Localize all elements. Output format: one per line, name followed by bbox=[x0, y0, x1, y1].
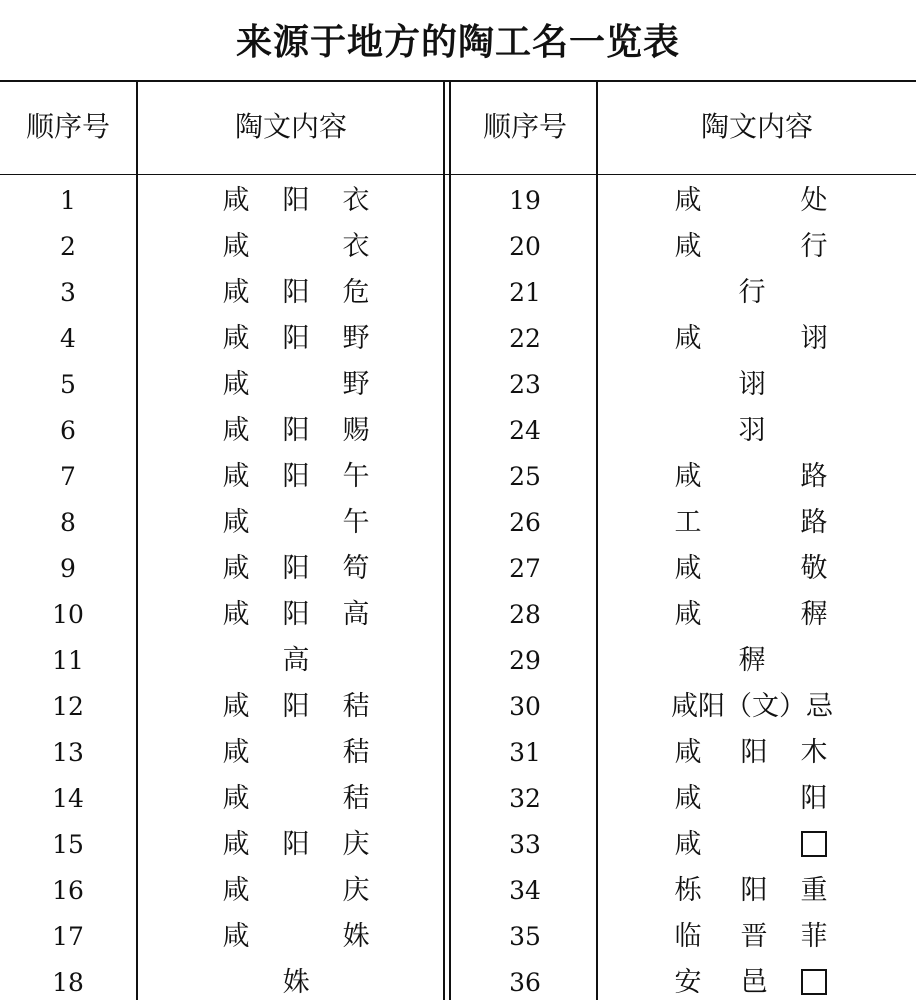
row-number: 30 bbox=[509, 692, 541, 721]
inscription-char-1: 咸 bbox=[674, 323, 702, 354]
row-number: 26 bbox=[509, 508, 541, 537]
inscription-char-3: 赐 bbox=[342, 415, 370, 446]
inscription-char-3: 路 bbox=[800, 507, 828, 538]
row-number: 2 bbox=[60, 232, 76, 261]
inscription-char-1: 咸 bbox=[674, 599, 702, 630]
row-inscription bbox=[138, 546, 444, 592]
row-inscription bbox=[138, 592, 444, 638]
row-number: 8 bbox=[60, 508, 76, 537]
inscription-centered: 高 bbox=[282, 645, 310, 676]
row-number: 5 bbox=[60, 370, 76, 399]
row-number: 9 bbox=[60, 554, 76, 583]
inscription-centered: 咸阳（文）忌 bbox=[671, 691, 833, 722]
inscription-char-3: 秸 bbox=[342, 737, 370, 768]
row-inscription bbox=[138, 224, 444, 270]
inscription-char-1: 咸 bbox=[222, 369, 250, 400]
inscription-char-1: 咸 bbox=[674, 737, 702, 768]
divider-middle-b bbox=[449, 80, 451, 1000]
inscription-char-1: 咸 bbox=[222, 553, 250, 584]
inscription-char-3: 庆 bbox=[342, 875, 370, 906]
row-inscription bbox=[138, 454, 444, 500]
row-number: 34 bbox=[509, 876, 541, 905]
inscription-char-2: 阳 bbox=[282, 599, 310, 630]
row-inscription bbox=[598, 960, 916, 1006]
inscription-char-3: 菲 bbox=[800, 921, 828, 952]
inscription-char-1: 咸 bbox=[222, 737, 250, 768]
inscription-char-2: 阳 bbox=[740, 737, 768, 768]
inscription-char-3: 诩 bbox=[800, 323, 828, 354]
inscription-char-1: 咸 bbox=[222, 507, 250, 538]
row-inscription bbox=[598, 822, 916, 868]
header-content-left: 陶文内容 bbox=[234, 110, 347, 143]
inscription-char-3: 衣 bbox=[342, 231, 370, 262]
row-inscription bbox=[138, 914, 444, 960]
inscription-char-2: 阳 bbox=[282, 277, 310, 308]
row-number: 19 bbox=[509, 186, 541, 215]
row-number: 36 bbox=[509, 968, 541, 997]
inscription-char-3: 笱 bbox=[342, 553, 370, 584]
row-inscription bbox=[598, 362, 916, 408]
inscription-char-3: 高 bbox=[342, 599, 370, 630]
row-inscription bbox=[598, 730, 916, 776]
inscription-char-3: 处 bbox=[800, 185, 828, 216]
header-seq-left: 顺序号 bbox=[25, 110, 110, 143]
inscription-char-3: 午 bbox=[342, 461, 370, 492]
inscription-char-3 bbox=[786, 960, 842, 1006]
row-number: 4 bbox=[60, 324, 76, 353]
row-inscription bbox=[598, 500, 916, 546]
inscription-centered: 稺 bbox=[738, 645, 766, 676]
row-number: 6 bbox=[60, 416, 76, 445]
inscription-char-1: 咸 bbox=[674, 553, 702, 584]
row-inscription bbox=[138, 270, 444, 316]
inscription-char-3: 秸 bbox=[342, 691, 370, 722]
inscription-char-1: 临 bbox=[674, 921, 702, 952]
inscription-char-1: 咸 bbox=[674, 185, 702, 216]
row-number: 20 bbox=[509, 232, 541, 261]
row-number: 27 bbox=[509, 554, 541, 583]
inscription-char-2: 阳 bbox=[282, 185, 310, 216]
row-inscription bbox=[138, 822, 444, 868]
row-number: 35 bbox=[509, 922, 541, 951]
inscription-char-3: 重 bbox=[800, 875, 828, 906]
inscription-char-2: 阳 bbox=[282, 553, 310, 584]
inscription-char-2: 晋 bbox=[740, 921, 768, 952]
row-number: 33 bbox=[509, 830, 541, 859]
inscription-char-1: 咸 bbox=[222, 231, 250, 262]
row-inscription bbox=[598, 684, 916, 730]
inscription-char-1: 咸 bbox=[674, 783, 702, 814]
inscription-char-3: 木 bbox=[800, 737, 828, 768]
inscription-char-1: 咸 bbox=[222, 875, 250, 906]
row-inscription bbox=[598, 776, 916, 822]
missing-char-box bbox=[801, 969, 827, 995]
row-number: 10 bbox=[52, 600, 84, 629]
inscription-char-1: 咸 bbox=[222, 415, 250, 446]
inscription-char-2: 阳 bbox=[282, 461, 310, 492]
inscription-char-2: 阳 bbox=[282, 323, 310, 354]
inscription-char-3: 秸 bbox=[342, 783, 370, 814]
row-number: 22 bbox=[509, 324, 541, 353]
row-inscription bbox=[138, 638, 444, 684]
row-number: 3 bbox=[60, 278, 76, 307]
inscription-char-3: 姝 bbox=[342, 921, 370, 952]
inscription-centered: 姝 bbox=[282, 967, 310, 998]
inscription-char-2: 邑 bbox=[740, 967, 768, 998]
inscription-char-1: 栎 bbox=[674, 875, 702, 906]
row-number: 25 bbox=[509, 462, 541, 491]
row-inscription bbox=[598, 270, 916, 316]
row-inscription bbox=[138, 408, 444, 454]
inscription-char-2: 阳 bbox=[282, 691, 310, 722]
inscription-char-1: 咸 bbox=[222, 185, 250, 216]
row-number: 15 bbox=[52, 830, 84, 859]
row-number: 24 bbox=[509, 416, 541, 445]
row-number: 7 bbox=[60, 462, 76, 491]
inscription-char-1: 咸 bbox=[222, 691, 250, 722]
row-inscription bbox=[598, 408, 916, 454]
inscription-char-1: 咸 bbox=[222, 323, 250, 354]
inscription-char-1: 咸 bbox=[222, 921, 250, 952]
header-content-right: 陶文内容 bbox=[700, 110, 813, 143]
inscription-char-1: 工 bbox=[674, 507, 702, 538]
row-inscription bbox=[598, 868, 916, 914]
row-number: 31 bbox=[509, 738, 541, 767]
row-number: 1 bbox=[60, 186, 76, 215]
row-number: 17 bbox=[52, 922, 84, 951]
row-inscription bbox=[138, 868, 444, 914]
inscription-char-3: 野 bbox=[342, 369, 370, 400]
inscription-char-1: 安 bbox=[674, 967, 702, 998]
row-inscription bbox=[598, 546, 916, 592]
row-number: 18 bbox=[52, 968, 84, 997]
row-number: 23 bbox=[509, 370, 541, 399]
row-inscription bbox=[598, 638, 916, 684]
inscription-char-3: 行 bbox=[800, 231, 828, 262]
missing-char-box bbox=[801, 831, 827, 857]
row-inscription bbox=[138, 960, 444, 1006]
row-number: 21 bbox=[509, 278, 541, 307]
inscription-char-3: 危 bbox=[342, 277, 370, 308]
row-inscription bbox=[598, 592, 916, 638]
inscription-char-2: 阳 bbox=[740, 875, 768, 906]
inscription-char-2: 阳 bbox=[282, 829, 310, 860]
row-inscription bbox=[138, 776, 444, 822]
header-seq-right: 顺序号 bbox=[482, 110, 567, 143]
row-inscription bbox=[598, 454, 916, 500]
row-inscription bbox=[138, 684, 444, 730]
row-inscription bbox=[138, 178, 444, 224]
row-inscription bbox=[138, 316, 444, 362]
row-inscription bbox=[138, 500, 444, 546]
inscription-char-3: 稺 bbox=[800, 599, 828, 630]
inscription-char-3 bbox=[786, 822, 842, 868]
row-number: 32 bbox=[509, 784, 541, 813]
inscription-centered: 羽 bbox=[738, 415, 766, 446]
inscription-char-3: 衣 bbox=[342, 185, 370, 216]
inscription-char-1: 咸 bbox=[222, 277, 250, 308]
row-number: 14 bbox=[52, 784, 84, 813]
inscription-char-1: 咸 bbox=[222, 461, 250, 492]
row-inscription bbox=[598, 316, 916, 362]
inscription-centered: 行 bbox=[738, 277, 766, 308]
inscription-char-3: 敬 bbox=[800, 553, 828, 584]
inscription-char-1: 咸 bbox=[674, 231, 702, 262]
inscription-char-1: 咸 bbox=[222, 829, 250, 860]
row-inscription bbox=[598, 224, 916, 270]
inscription-char-1: 咸 bbox=[674, 829, 702, 860]
inscription-char-3: 庆 bbox=[342, 829, 370, 860]
row-inscription bbox=[138, 730, 444, 776]
inscription-char-3: 午 bbox=[342, 507, 370, 538]
inscription-char-1: 咸 bbox=[222, 599, 250, 630]
inscription-centered: 诩 bbox=[738, 369, 766, 400]
row-number: 28 bbox=[509, 600, 541, 629]
inscription-char-2: 阳 bbox=[282, 415, 310, 446]
row-number: 12 bbox=[52, 692, 84, 721]
inscription-char-1: 咸 bbox=[222, 783, 250, 814]
row-inscription bbox=[598, 914, 916, 960]
row-number: 29 bbox=[509, 646, 541, 675]
inscription-char-3: 阳 bbox=[800, 783, 828, 814]
row-inscription bbox=[138, 362, 444, 408]
inscription-char-1: 咸 bbox=[674, 461, 702, 492]
row-number: 16 bbox=[52, 876, 84, 905]
inscription-char-3: 野 bbox=[342, 323, 370, 354]
table-title: 来源于地方的陶工名一览表 bbox=[235, 22, 680, 63]
row-number: 13 bbox=[52, 738, 84, 767]
row-inscription bbox=[598, 178, 916, 224]
row-number: 11 bbox=[52, 646, 84, 675]
inscription-char-3: 路 bbox=[800, 461, 828, 492]
